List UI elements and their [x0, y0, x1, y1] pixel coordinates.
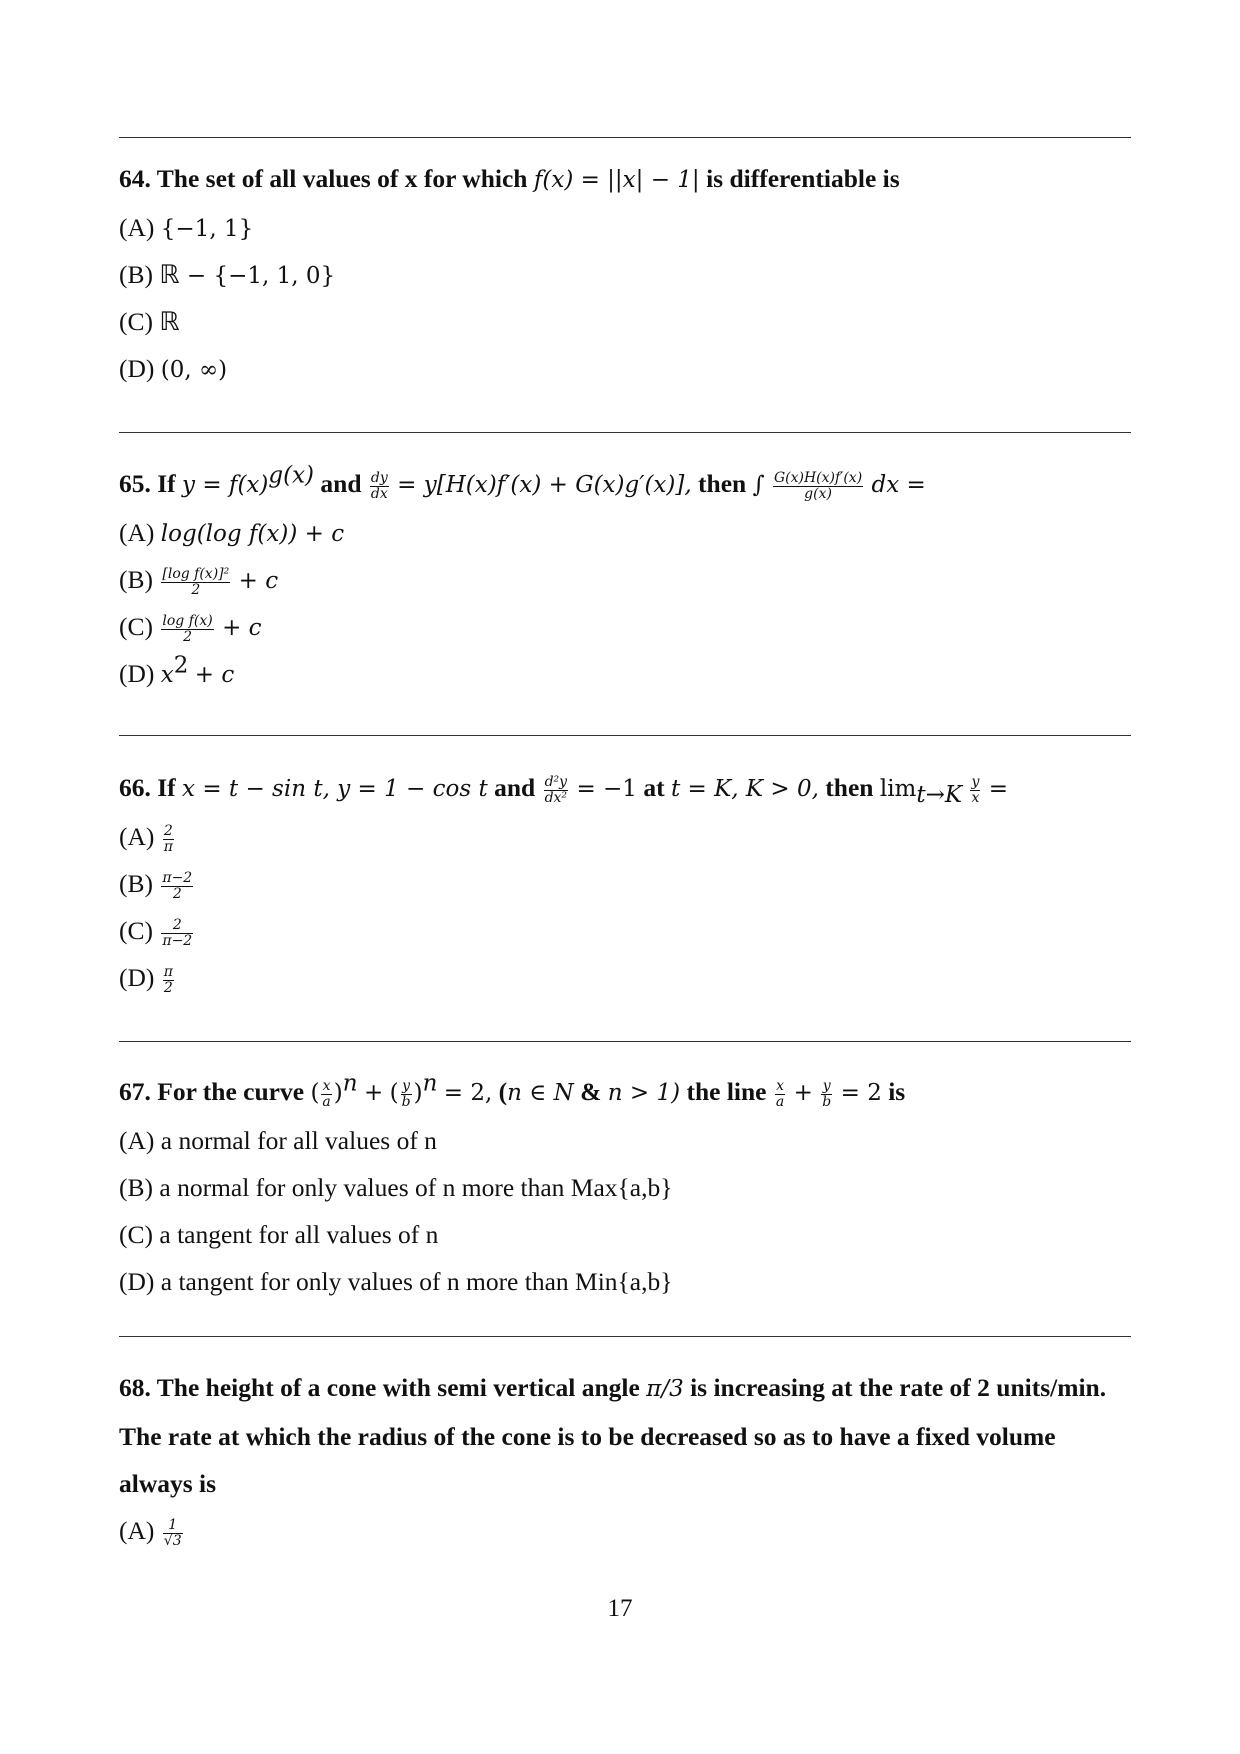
math-expression: t = K, K > 0, [670, 776, 819, 802]
question-text: For the curve [157, 1077, 305, 1106]
fraction-denominator: g(x) [804, 485, 832, 502]
option-a [119, 1117, 1131, 1164]
option-c [119, 603, 1131, 650]
question-text: at [643, 773, 665, 802]
math-plus: + [363, 1080, 384, 1106]
fraction-numerator: 2 [163, 822, 173, 839]
fraction-numerator: d²y [544, 773, 568, 790]
page-number: 17 [607, 1595, 633, 1622]
math-exponent: n [342, 1070, 358, 1097]
question-number: 65. [119, 469, 151, 498]
question-text: & [580, 1077, 602, 1106]
fraction-denominator: 2 [163, 979, 173, 996]
question-65-stem [119, 460, 1131, 509]
option-label: (C) [119, 612, 153, 641]
limit-fraction [970, 775, 980, 806]
option-a [119, 509, 1131, 556]
option-math: − {−1, 1, 0} [179, 263, 336, 289]
question-text: is increasing at the rate of 2 units/min. The rate at which the radius of the cone is to be decreased so as to have a fixed volume always is [119, 1373, 1107, 1498]
math-expression: = y[H(x)f′(x) + G(x)g′(x)], [397, 472, 692, 498]
option-math: + c [238, 568, 279, 594]
option-math: x [160, 662, 174, 688]
fraction-numerator: log f(x) [162, 612, 213, 629]
question-67-stem [119, 1068, 1131, 1117]
option-label: (B) [119, 869, 153, 898]
math-expression: π/3 [646, 1376, 684, 1402]
option-label: (A) [119, 1126, 155, 1155]
fraction-numerator: π [163, 963, 173, 980]
question-65 [119, 460, 1131, 697]
option-text: a tangent for only values of n more than Min{a,b} [160, 1267, 673, 1296]
math-paren: ) [333, 1080, 343, 1106]
option-a [119, 813, 1131, 860]
math-plus: + [793, 1080, 813, 1106]
question-text: then [825, 773, 874, 802]
fraction-denominator: √3 [163, 1532, 182, 1549]
fraction-numerator: y [402, 1077, 411, 1094]
real-numbers-symbol: ℝ [159, 307, 180, 337]
question-64-stem [119, 155, 1131, 204]
limit-symbol: lim [879, 776, 917, 802]
option-label: (D) [119, 354, 155, 383]
fraction-numerator: x [776, 1077, 785, 1094]
option-fraction [161, 567, 230, 598]
line-fraction-x [775, 1079, 785, 1110]
option-text: a normal for all values of n [160, 1126, 437, 1155]
option-label: (A) [119, 1516, 155, 1545]
fraction-denominator: a [322, 1093, 331, 1110]
option-fraction [161, 871, 193, 902]
option-text: a normal for only values of n more than Max{a,b} [159, 1173, 673, 1202]
derivative-fraction [370, 471, 389, 502]
integral-symbol: ∫ [752, 472, 765, 498]
option-label: (B) [119, 1173, 153, 1202]
fraction-denominator: a [775, 1093, 785, 1110]
math-exponent: n [422, 1070, 438, 1097]
question-text: and [320, 469, 362, 498]
option-d [119, 954, 1131, 1001]
fraction-denominator: b [401, 1093, 411, 1110]
question-68-stem [119, 1364, 1131, 1507]
math-paren: ( [389, 1080, 399, 1106]
option-fraction [163, 824, 174, 855]
option-fraction [161, 614, 213, 645]
option-b [119, 1164, 1131, 1211]
fraction-numerator: y [971, 773, 980, 790]
option-b [119, 251, 1131, 298]
separator-rule-2 [119, 432, 1131, 433]
fraction-numerator: y [822, 1077, 831, 1094]
curve-fraction-y [401, 1079, 412, 1110]
question-66-stem [119, 764, 1131, 813]
option-text: a tangent for all values of n [159, 1220, 439, 1249]
fraction-denominator: π−2 [162, 932, 193, 949]
option-label: (D) [119, 963, 155, 992]
fraction-numerator: x [322, 1077, 331, 1094]
question-64 [119, 155, 1131, 392]
fraction-numerator: G(x)H(x)f′(x) [773, 469, 863, 486]
fraction-denominator: π [163, 838, 173, 855]
option-d [119, 650, 1131, 697]
line-fraction-y [821, 1079, 832, 1110]
question-number: 68. [119, 1373, 151, 1402]
question-text: is differentiable is [706, 164, 900, 193]
fraction-denominator: 2 [172, 885, 182, 902]
math-expression: x = t − sin t, y = 1 − cos t [182, 776, 488, 802]
fraction-denominator: dx [370, 485, 388, 502]
question-68 [119, 1364, 1131, 1554]
question-text: and [494, 773, 536, 802]
option-b [119, 860, 1131, 907]
fraction-numerator: π−2 [162, 869, 193, 886]
math-exponent: 2 [173, 652, 189, 679]
question-66 [119, 764, 1131, 1001]
option-label: (A) [119, 518, 155, 547]
limit-subscript: t→K [916, 782, 963, 809]
option-math: {−1, 1} [160, 216, 254, 242]
option-c [119, 907, 1131, 954]
option-label: (B) [119, 565, 153, 594]
option-label: (D) [119, 1267, 155, 1296]
second-derivative-fraction [544, 775, 568, 806]
option-a [119, 1507, 1131, 1554]
option-label: (D) [119, 659, 155, 688]
option-d [119, 1258, 1131, 1305]
separator-rule-1 [119, 137, 1131, 138]
question-number: 64. [119, 164, 151, 193]
math-paren: ) [413, 1080, 423, 1106]
option-label: (C) [119, 916, 153, 945]
option-c [119, 1211, 1131, 1258]
math-exponent: g(x) [268, 462, 315, 489]
option-d [119, 345, 1131, 392]
math-expression: y = f(x) [182, 472, 269, 498]
fraction-numerator: 2 [161, 918, 193, 934]
option-label: (C) [119, 1220, 153, 1249]
real-numbers-symbol: ℝ [159, 260, 180, 290]
option-label: (A) [119, 822, 155, 851]
option-label: (C) [119, 307, 153, 336]
question-67 [119, 1068, 1131, 1305]
option-label: (A) [119, 213, 155, 242]
question-text: The height of a cone with semi vertical angle [156, 1373, 640, 1402]
option-math: + c [194, 662, 235, 688]
fraction-denominator: 2 [183, 628, 192, 645]
option-fraction [163, 1518, 183, 1549]
math-expression: dx = [871, 472, 926, 498]
option-label: (B) [119, 260, 153, 289]
math-expression: n ∈ N [507, 1080, 574, 1106]
question-text: the line [686, 1077, 767, 1106]
question-text: The set of all values of x for which [156, 164, 528, 193]
math-expression: n > 1) [607, 1080, 681, 1106]
option-math: (0, ∞) [160, 357, 228, 383]
curve-fraction-x [321, 1079, 331, 1110]
option-math: log(log f(x)) + c [160, 521, 345, 547]
question-text: then [698, 469, 747, 498]
option-a [119, 204, 1131, 251]
option-fraction [163, 965, 174, 996]
option-fraction [161, 918, 193, 949]
question-text: If [157, 773, 176, 802]
separator-rule-4 [119, 1041, 1131, 1042]
math-expression: f(x) = ||x| − 1| [533, 167, 700, 193]
separator-rule-5 [119, 1336, 1131, 1337]
question-number: 66. [119, 773, 151, 802]
fraction-numerator: 1 [163, 1518, 183, 1534]
fraction-denominator: dx² [544, 789, 568, 806]
fraction-numerator: dy [370, 469, 388, 486]
question-text: is [888, 1077, 906, 1106]
question-text: If [157, 469, 176, 498]
separator-rule-3 [119, 735, 1131, 736]
math-expression: = 2 [840, 1080, 882, 1106]
fraction-denominator: b [822, 1093, 832, 1110]
math-expression: = −1 [576, 776, 637, 802]
integrand-fraction [773, 471, 863, 502]
math-expression: = 2, [443, 1080, 493, 1106]
math-expression: = [988, 776, 1009, 802]
option-b [119, 556, 1131, 603]
fraction-denominator: 2 [191, 581, 201, 598]
option-math: + c [222, 615, 262, 641]
question-number: 67. [119, 1077, 151, 1106]
math-paren: ( [310, 1080, 320, 1106]
question-text: ( [498, 1077, 508, 1106]
fraction-denominator: x [971, 789, 980, 806]
option-c [119, 298, 1131, 345]
fraction-numerator: [log f(x)]² [162, 565, 230, 582]
